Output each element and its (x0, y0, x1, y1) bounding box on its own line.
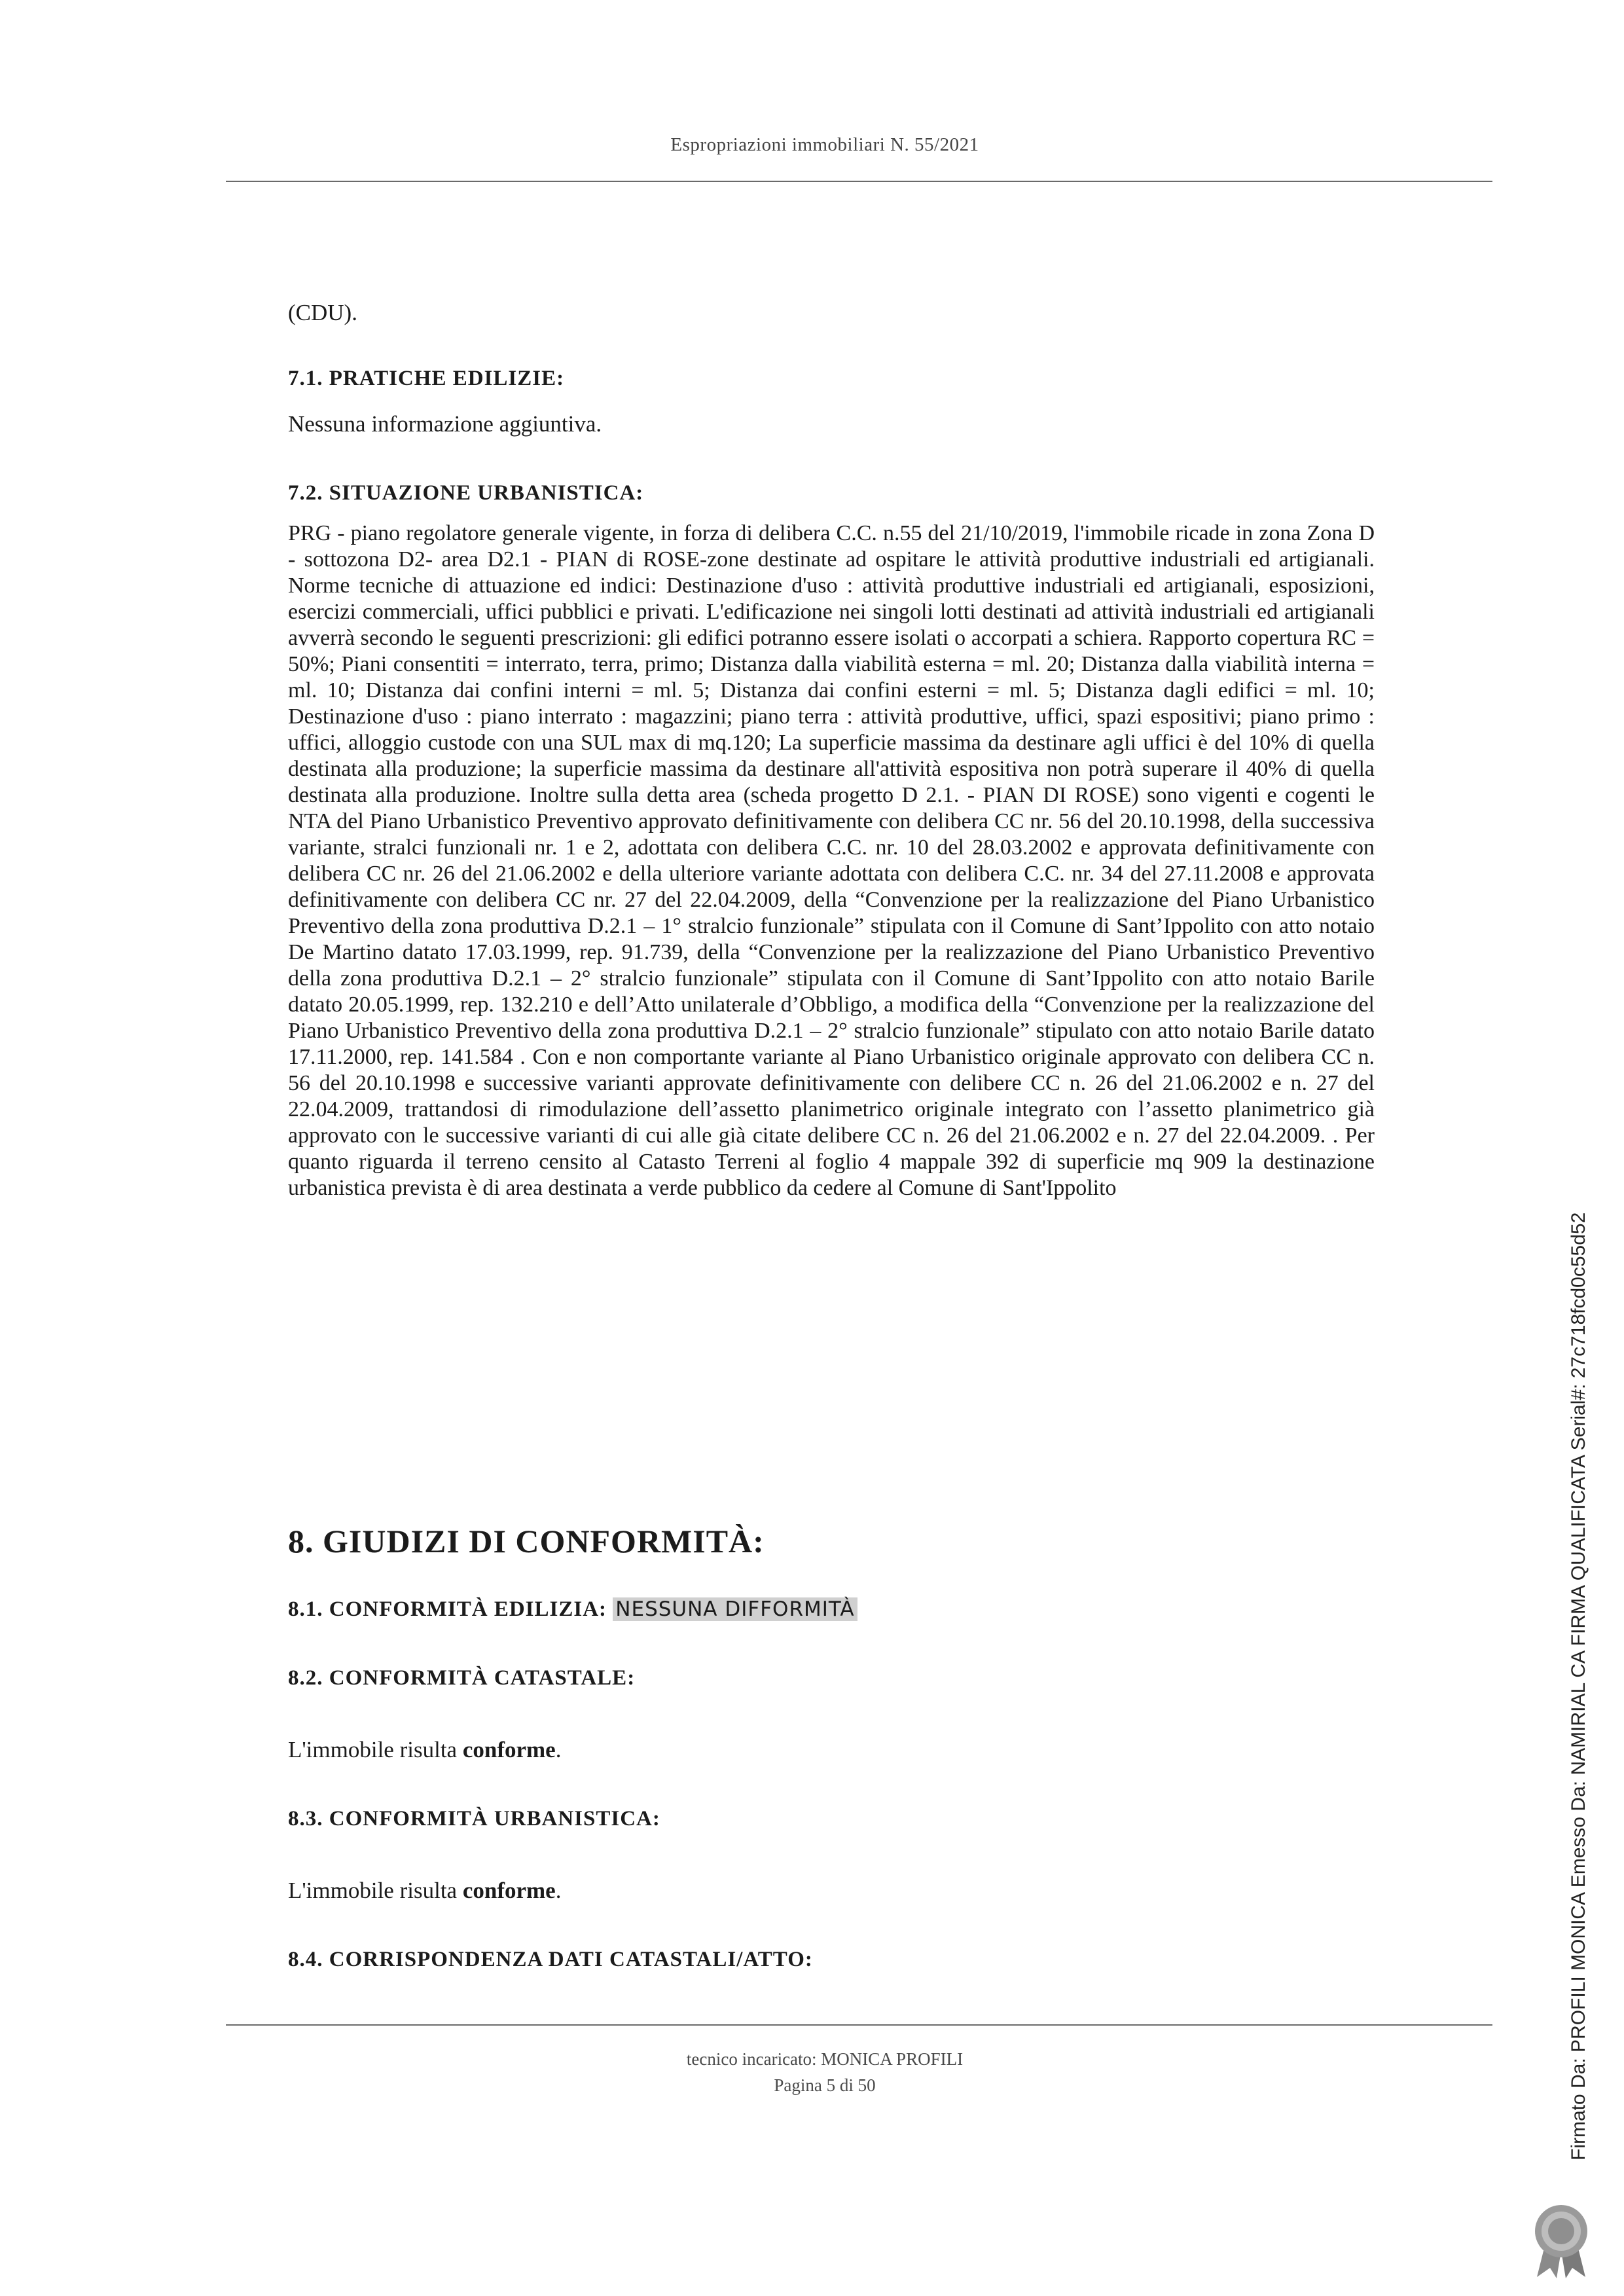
section-8-1-label: 8.1. CONFORMITÀ EDILIZIA: (288, 1597, 607, 1621)
intro-block (288, 298, 1375, 328)
section-8-1 (288, 1597, 1375, 1622)
section-7-2-text: PRG - piano regolatore generale vigente, in forza di delibera C.C. n.55 del 21/10/2019, l'immobile ricade in zona Zona D - sottozona D2- area D2.1 - PIAN di ROSE-zone destinate ad ospitare le attività produttive industriali ed artigianali. Norme tecniche di attuazione ed indici: Destinazione d'uso : attività produttive industriali ed artigianali, esposizioni, esercizi commerciali, uffici pubblici e privati. L'edificazione nei singoli lotti destinati ad attività industriali ed artigianali avverrà secondo le seguenti prescrizioni: gli edifici potranno essere isolati o accorpati a schiera. Rapporto copertura RC = 50%; Piani consentiti = interrato, terra, primo; Distanza dalla viabilità esterna = ml. 20; Distanza dalla viabilità interna = ml. 10; Distanza dai confini interni = ml. 5; Distanza dai confini esterni = ml. 5; Distanza dagli edifici = ml. 10; Destinazione d'uso : piano interrato : magazzini; piano terra : attività produttive, uffici, spazi espositivi; piano primo : uffici, alloggio custode con una SUL max di mq.120; La superficie massima da destinare agli uffici è del 10% di quella destinata alla produzione; la superficie massima da destinare all'attività espositiva non potrà superare il 40% di quella destinata alla produzione. Inoltre sulla detta area (scheda progetto D 2.1. - PIAN DI ROSE) sono vigenti e cogenti le NTA del Piano Urbanistico Preventivo approvato definitivamente con delibera CC nr. 56 del 20.10.1998, della successiva variante, stralci funzionali nr. 1 e 2, adottata con delibera C.C. nr. 10 del 28.03.2002 e approvata definitivamente con delibera CC nr. 26 del 21.06.2002 e della ulteriore variante adottata con delibera C.C. nr. 34 del 27.11.2008 e approvata definitivamente con delibera CC nr. 27 del 22.04.2009, della “Convenzione per la realizzazione del Piano Urbanistico Preventivo della zona produttiva D.2.1 – 1° stralcio funzionale” stipulata con il Comune di Sant’Ippolito con atto notaio De Martino datato 17.03.1999, rep. 91.739, della “Convenzione per la realizzazione del Piano Urbanistico Preventivo della zona produttiva D.2.1 – 2° stralcio funzionale” stipulata con il Comune di Sant’Ippolito con atto notaio Barile datato 20.05.1999, rep. 132.210 e dell’Atto unilaterale d’Obbligo, a modifica della “Convenzione per la realizzazione del Piano Urbanistico Preventivo della zona produttiva D.2.1 – 2° stralcio funzionale” stipulato con atto notaio Barile datato 17.11.2000, rep. 141.584 . Con e non comportante variante al Piano Urbanistico originale approvato con delibera CC n. 56 del 20.10.1998 e successive varianti approvate definitivamente con delibere CC n. 26 del 21.06.2002 e n. 27 del 22.04.2009, trattandosi di rimodulazione dell’assetto planimetrico originale integrato con l’assetto planimetrico già approvato con le successive varianti di cui alle già citate delibere CC n. 26 del 21.06.2002 e n. 27 del 22.04.2009. . Per quanto riguarda il terreno censito al Catasto Terreni al foglio 4 mappale 392 di superficie mq 909 la destinazione urbanistica prevista è di area destinata a verde pubblico da cedere al Comune di Sant'Ippolito (288, 521, 1375, 1200)
section-7-2-title: 7.2. SITUAZIONE URBANISTICA: (288, 481, 644, 505)
section-8-4-title: 8.4. CORRISPONDENZA DATI CATASTALI/ATTO: (288, 1948, 813, 1971)
intro-text: (CDU). (288, 300, 357, 325)
section-8-1-title (288, 1597, 1375, 1622)
digital-signature-text: Firmato Da: PROFILI MONICA Emesso Da: NAMIRIAL CA FIRMA QUALIFICATA Serial#: 27c718fcd0c55d52 (1568, 1212, 1589, 2160)
difformita-highlight: NESSUNA DIFFORMITÀ (613, 1597, 857, 1621)
section-8-2-title: 8.2. CONFORMITÀ CATASTALE: (288, 1666, 636, 1690)
seal-icon (1525, 2200, 1597, 2278)
section-8 (288, 1522, 1375, 1560)
section-7-1 (288, 367, 1375, 391)
section-7-1-title: 7.1. PRATICHE EDILIZIE: (288, 367, 565, 390)
conforme-label: conforme (462, 1737, 556, 1762)
section-7-1-text: Nessuna informazione aggiuntiva. (288, 411, 602, 437)
page-header: Espropriazioni immobiliari N. 55/2021 (670, 134, 979, 155)
header-divider (226, 181, 1492, 182)
section-8-4 (288, 1948, 1375, 1972)
footer-author: tecnico incaricato: MONICA PROFILI (686, 2049, 964, 2069)
section-8-3 (288, 1807, 1375, 1831)
section-8-3-title: 8.3. CONFORMITÀ URBANISTICA: (288, 1807, 660, 1831)
section-8-2 (288, 1666, 1375, 1690)
section-7-2 (288, 481, 1375, 505)
section-8-2-text: L'immobile risulta conforme. (288, 1737, 562, 1762)
conforme-label: conforme (462, 1878, 556, 1903)
footer-divider (226, 2024, 1492, 2026)
footer-page-number: Pagina 5 di 50 (774, 2075, 876, 2095)
section-8-3-text: L'immobile risulta conforme. (288, 1878, 562, 1903)
section-8-title: 8. GIUDIZI DI CONFORMITÀ: (288, 1523, 765, 1559)
